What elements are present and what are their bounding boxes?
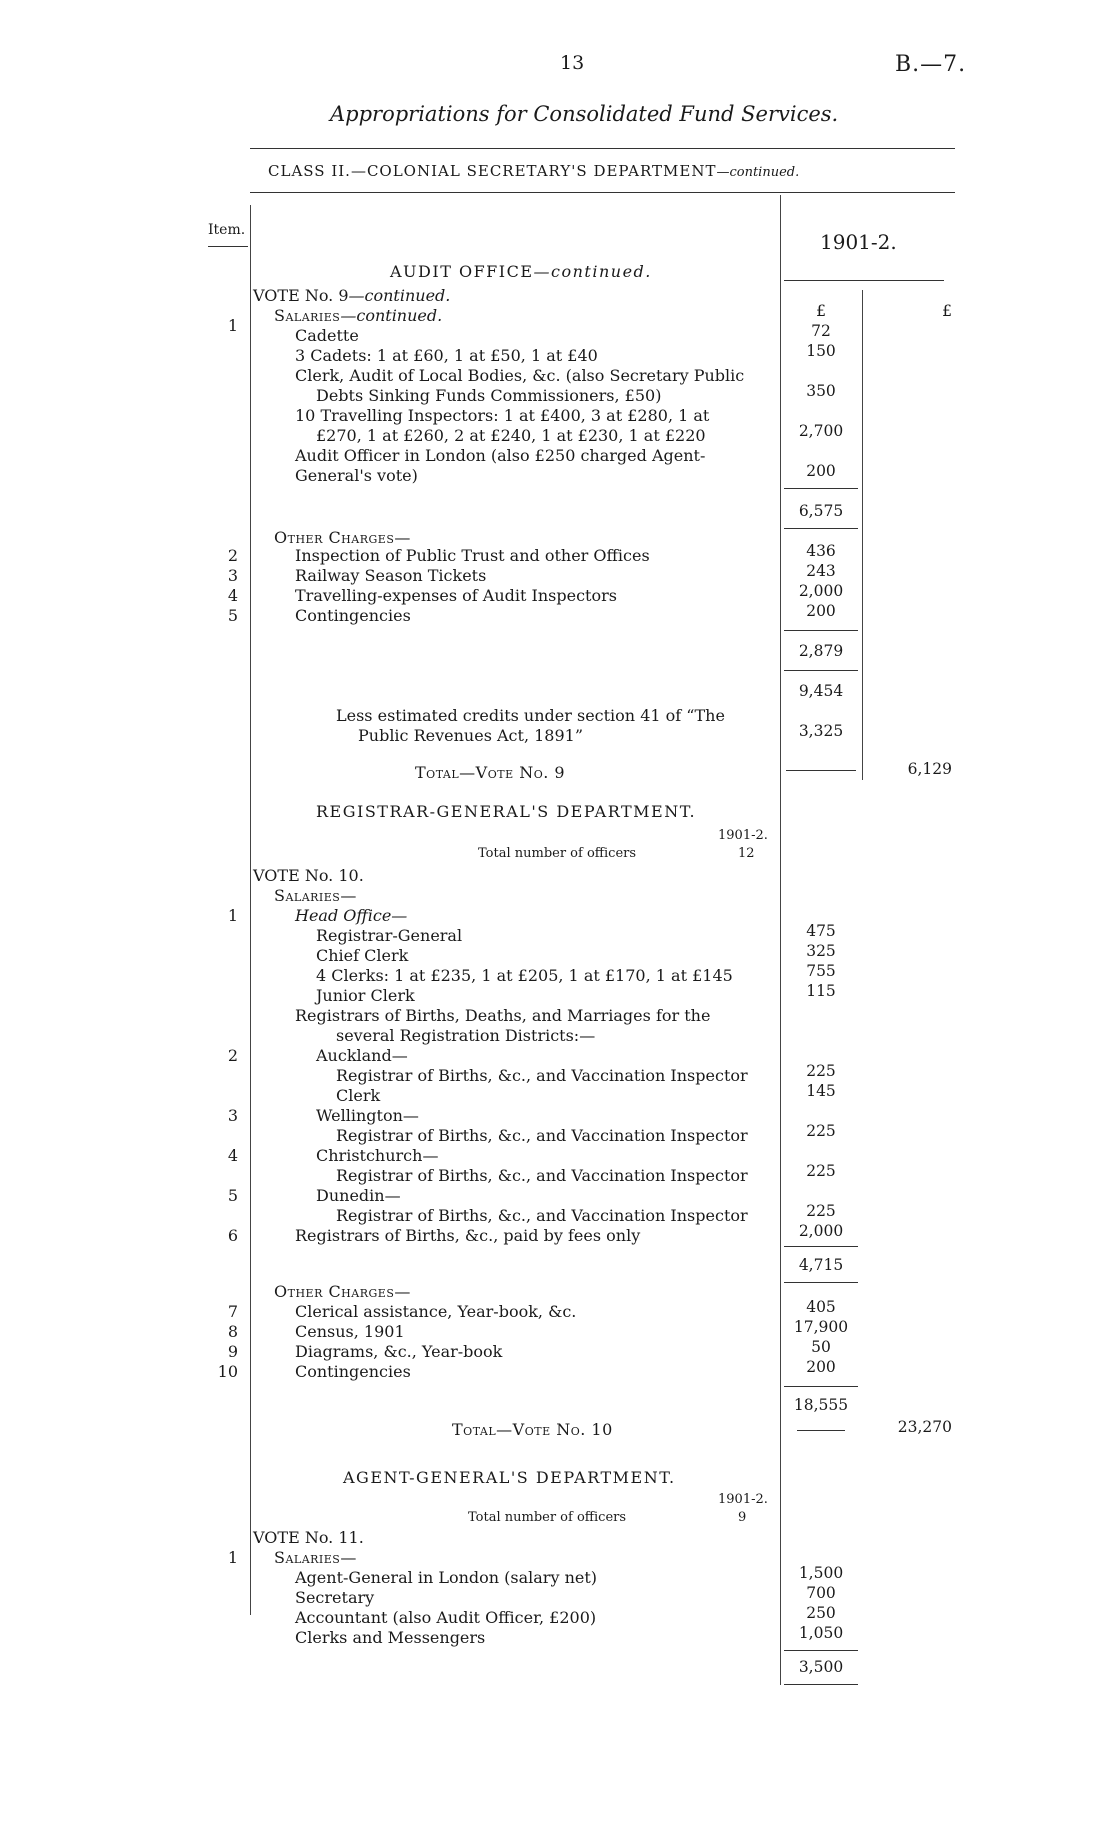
charge-item-amount: 200 xyxy=(806,1358,836,1376)
other-charges-heading: Other Charges— xyxy=(274,528,411,547)
subtotal-rule xyxy=(784,528,858,529)
credits-label: Public Revenues Act, 1891” xyxy=(358,726,584,745)
subtotal-rule xyxy=(784,1282,858,1283)
subtotal-rule xyxy=(786,770,856,771)
salary-item-label: Secretary xyxy=(295,1588,375,1607)
salary-item-amount: 1,500 xyxy=(798,1564,844,1582)
salary-item-amount: 72 xyxy=(811,322,831,340)
vote-11-heading: VOTE No. 11. xyxy=(253,1528,364,1547)
salary-item-amount: 225 xyxy=(806,1202,836,1220)
subtotal-rule xyxy=(784,670,858,671)
salary-item-label: Debts Sinking Funds Commissioners, £50) xyxy=(316,386,662,405)
district-heading: Wellington— xyxy=(316,1106,419,1125)
officers-count: 9 xyxy=(738,1510,747,1525)
item-number: 1 xyxy=(227,1548,238,1567)
salary-item-amount: 225 xyxy=(806,1162,836,1180)
year-column-header: 1901-2. xyxy=(820,230,897,254)
gross-total: 9,454 xyxy=(798,682,844,700)
registrars-label: several Registration Districts:— xyxy=(336,1026,596,1045)
item-number: 9 xyxy=(227,1342,238,1361)
salary-item-label: General's vote) xyxy=(295,466,418,485)
salary-item-label: Clerks and Messengers xyxy=(295,1628,486,1647)
charge-item-amount: 200 xyxy=(806,602,836,620)
officers-count-label: Total number of officers xyxy=(468,1510,627,1525)
header-rule xyxy=(250,148,955,149)
credits-label: Less estimated credits under section 41 of “The xyxy=(336,706,725,725)
salary-item-label: Registrar of Births, &c., and Vaccination Inspector xyxy=(336,1126,748,1145)
vote-10-heading: VOTE No. 10. xyxy=(253,866,364,885)
salary-item-label: Registrar of Births, &c., and Vaccination Inspector xyxy=(336,1166,748,1185)
item-number: 6 xyxy=(227,1226,238,1245)
salary-item-label: £270, 1 at £260, 2 at £240, 1 at £230, 1 at £220 xyxy=(316,426,706,445)
item-number: 10 xyxy=(217,1362,238,1381)
charge-item-label: Railway Season Tickets xyxy=(295,566,487,585)
officers-count: 12 xyxy=(738,846,755,861)
total-column-divider xyxy=(862,290,863,780)
item-column-divider xyxy=(250,205,251,1615)
item-number: 5 xyxy=(227,606,238,625)
item-number: 4 xyxy=(227,1146,238,1165)
other-charges-heading: Other Charges— xyxy=(274,1282,411,1301)
salary-item-label: Chief Clerk xyxy=(316,946,409,965)
item-number: 3 xyxy=(227,566,238,585)
salary-item-label: Cadette xyxy=(295,326,359,345)
salary-item-amount: 1,050 xyxy=(798,1624,844,1642)
salaries-subtotal: 3,500 xyxy=(798,1658,844,1676)
class-heading: CLASS II.—COLONIAL SECRETARY'S DEPARTMENT—continued. xyxy=(268,162,800,180)
subtotal-rule xyxy=(784,1650,858,1651)
subtotal-rule xyxy=(784,1386,858,1387)
salary-item-label: Agent-General in London (salary net) xyxy=(295,1568,598,1587)
item-number: 8 xyxy=(227,1322,238,1341)
item-number: 2 xyxy=(227,1046,238,1065)
charge-item-amount: 2,000 xyxy=(798,582,844,600)
subtotal-rule xyxy=(784,630,858,631)
charge-item-amount: 436 xyxy=(806,542,836,560)
subtotal-rule xyxy=(784,1684,858,1685)
subtotal-rule xyxy=(784,1246,858,1247)
year-header-rule xyxy=(784,280,944,281)
salary-item-amount: 755 xyxy=(806,962,836,980)
page-number: 13 xyxy=(560,52,585,74)
district-heading: Auckland— xyxy=(316,1046,408,1065)
salary-item-label: Accountant (also Audit Officer, £200) xyxy=(295,1608,597,1627)
salaries-subtotal: 4,715 xyxy=(798,1256,844,1274)
salary-item-amount: 350 xyxy=(806,382,836,400)
salaries-subtotal: 6,575 xyxy=(798,502,844,520)
charge-item-label: Diagrams, &c., Year-book xyxy=(295,1342,503,1361)
item-number: 3 xyxy=(227,1106,238,1125)
registrar-heading: REGISTRAR-GENERAL'S DEPARTMENT. xyxy=(316,802,697,821)
officers-year: 1901-2. xyxy=(718,1492,768,1507)
registrars-label: Registrars of Births, Deaths, and Marriages for the xyxy=(295,1006,711,1025)
charge-item-label: Travelling-expenses of Audit Inspectors xyxy=(295,586,617,605)
head-office-heading: Head Office— xyxy=(295,906,408,925)
salary-item-label: 3 Cadets: 1 at £60, 1 at £50, 1 at £40 xyxy=(295,346,598,365)
salary-item-label: Registrar of Births, &c., and Vaccination Inspector xyxy=(336,1066,748,1085)
salary-item-label: Registrar of Births, &c., and Vaccination Inspector xyxy=(336,1206,748,1225)
item-number: 5 xyxy=(227,1186,238,1205)
item-column-header: Item. xyxy=(208,222,246,238)
salary-item-label: Junior Clerk xyxy=(316,986,415,1005)
item-number: 7 xyxy=(227,1302,238,1321)
pound-sign: £ xyxy=(816,302,826,320)
vote-total-label: Total—Vote No. 9 xyxy=(415,763,566,782)
gross-total: 18,555 xyxy=(793,1396,849,1414)
class-rule xyxy=(250,192,955,193)
item-number: 1 xyxy=(227,316,238,335)
item-header-rule xyxy=(208,246,248,247)
document-reference: B.—7. xyxy=(895,52,967,77)
salary-item-label: Registrar-General xyxy=(316,926,463,945)
audit-office-heading: AUDIT OFFICE—continued. xyxy=(390,262,652,281)
salary-item-amount: 115 xyxy=(806,982,836,1000)
salary-item-amount: 225 xyxy=(806,1062,836,1080)
salary-item-label: Clerk xyxy=(336,1086,381,1105)
salary-item-amount: 475 xyxy=(806,922,836,940)
item-number: 1 xyxy=(227,906,238,925)
vote-total-amount: 23,270 xyxy=(897,1418,952,1436)
item-number: 2 xyxy=(227,546,238,565)
officers-count-label: Total number of officers xyxy=(478,846,637,861)
credits-amount: 3,325 xyxy=(798,722,844,740)
salary-item-label: 10 Travelling Inspectors: 1 at £400, 3 at £280, 1 at xyxy=(295,406,710,425)
vote-9-heading: VOTE No. 9—continued. xyxy=(253,286,451,305)
salary-item-amount: 2,000 xyxy=(798,1222,844,1240)
charge-item-amount: 243 xyxy=(806,562,836,580)
salary-item-amount: 325 xyxy=(806,942,836,960)
charge-item-amount: 405 xyxy=(806,1298,836,1316)
district-heading: Dunedin— xyxy=(316,1186,401,1205)
district-heading: Christchurch— xyxy=(316,1146,439,1165)
charge-item-label: Contingencies xyxy=(295,606,411,625)
subtotal-rule xyxy=(784,488,858,489)
salary-item-amount: 700 xyxy=(806,1584,836,1602)
page-title: Appropriations for Consolidated Fund Services. xyxy=(330,102,839,126)
charge-item-label: Census, 1901 xyxy=(295,1322,405,1341)
salary-item-amount: 200 xyxy=(806,462,836,480)
salaries-heading: Salaries— xyxy=(274,1548,357,1567)
salary-item-label: Registrars of Births, &c., paid by fees only xyxy=(295,1226,641,1245)
other-charges-subtotal: 2,879 xyxy=(798,642,844,660)
salary-item-amount: 225 xyxy=(806,1122,836,1140)
agent-general-heading: AGENT-GENERAL'S DEPARTMENT. xyxy=(343,1468,676,1487)
officers-year: 1901-2. xyxy=(718,828,768,843)
salaries-heading: Salaries—continued. xyxy=(274,306,443,325)
charge-item-label: Clerical assistance, Year-book, &c. xyxy=(295,1302,577,1321)
salary-item-amount: 2,700 xyxy=(798,422,844,440)
salary-item-label: Clerk, Audit of Local Bodies, &c. (also Secretary Public xyxy=(295,366,745,385)
vote-total-label: Total—Vote No. 10 xyxy=(452,1420,613,1439)
salary-item-amount: 250 xyxy=(806,1604,836,1622)
charge-item-label: Contingencies xyxy=(295,1362,411,1381)
item-number: 4 xyxy=(227,586,238,605)
subtotal-rule xyxy=(797,1430,845,1431)
salary-item-label: Audit Officer in London (also £250 charged Agent- xyxy=(295,446,706,465)
vote-total-amount: 6,129 xyxy=(907,760,952,778)
charge-item-label: Inspection of Public Trust and other Offices xyxy=(295,546,650,565)
salary-item-label: 4 Clerks: 1 at £235, 1 at £205, 1 at £170, 1 at £145 xyxy=(316,966,733,985)
pound-sign: £ xyxy=(942,302,952,320)
salaries-heading: Salaries— xyxy=(274,886,357,905)
charge-item-amount: 50 xyxy=(811,1338,831,1356)
charge-item-amount: 17,900 xyxy=(793,1318,849,1336)
salary-item-amount: 150 xyxy=(806,342,836,360)
salary-item-amount: 145 xyxy=(806,1082,836,1100)
